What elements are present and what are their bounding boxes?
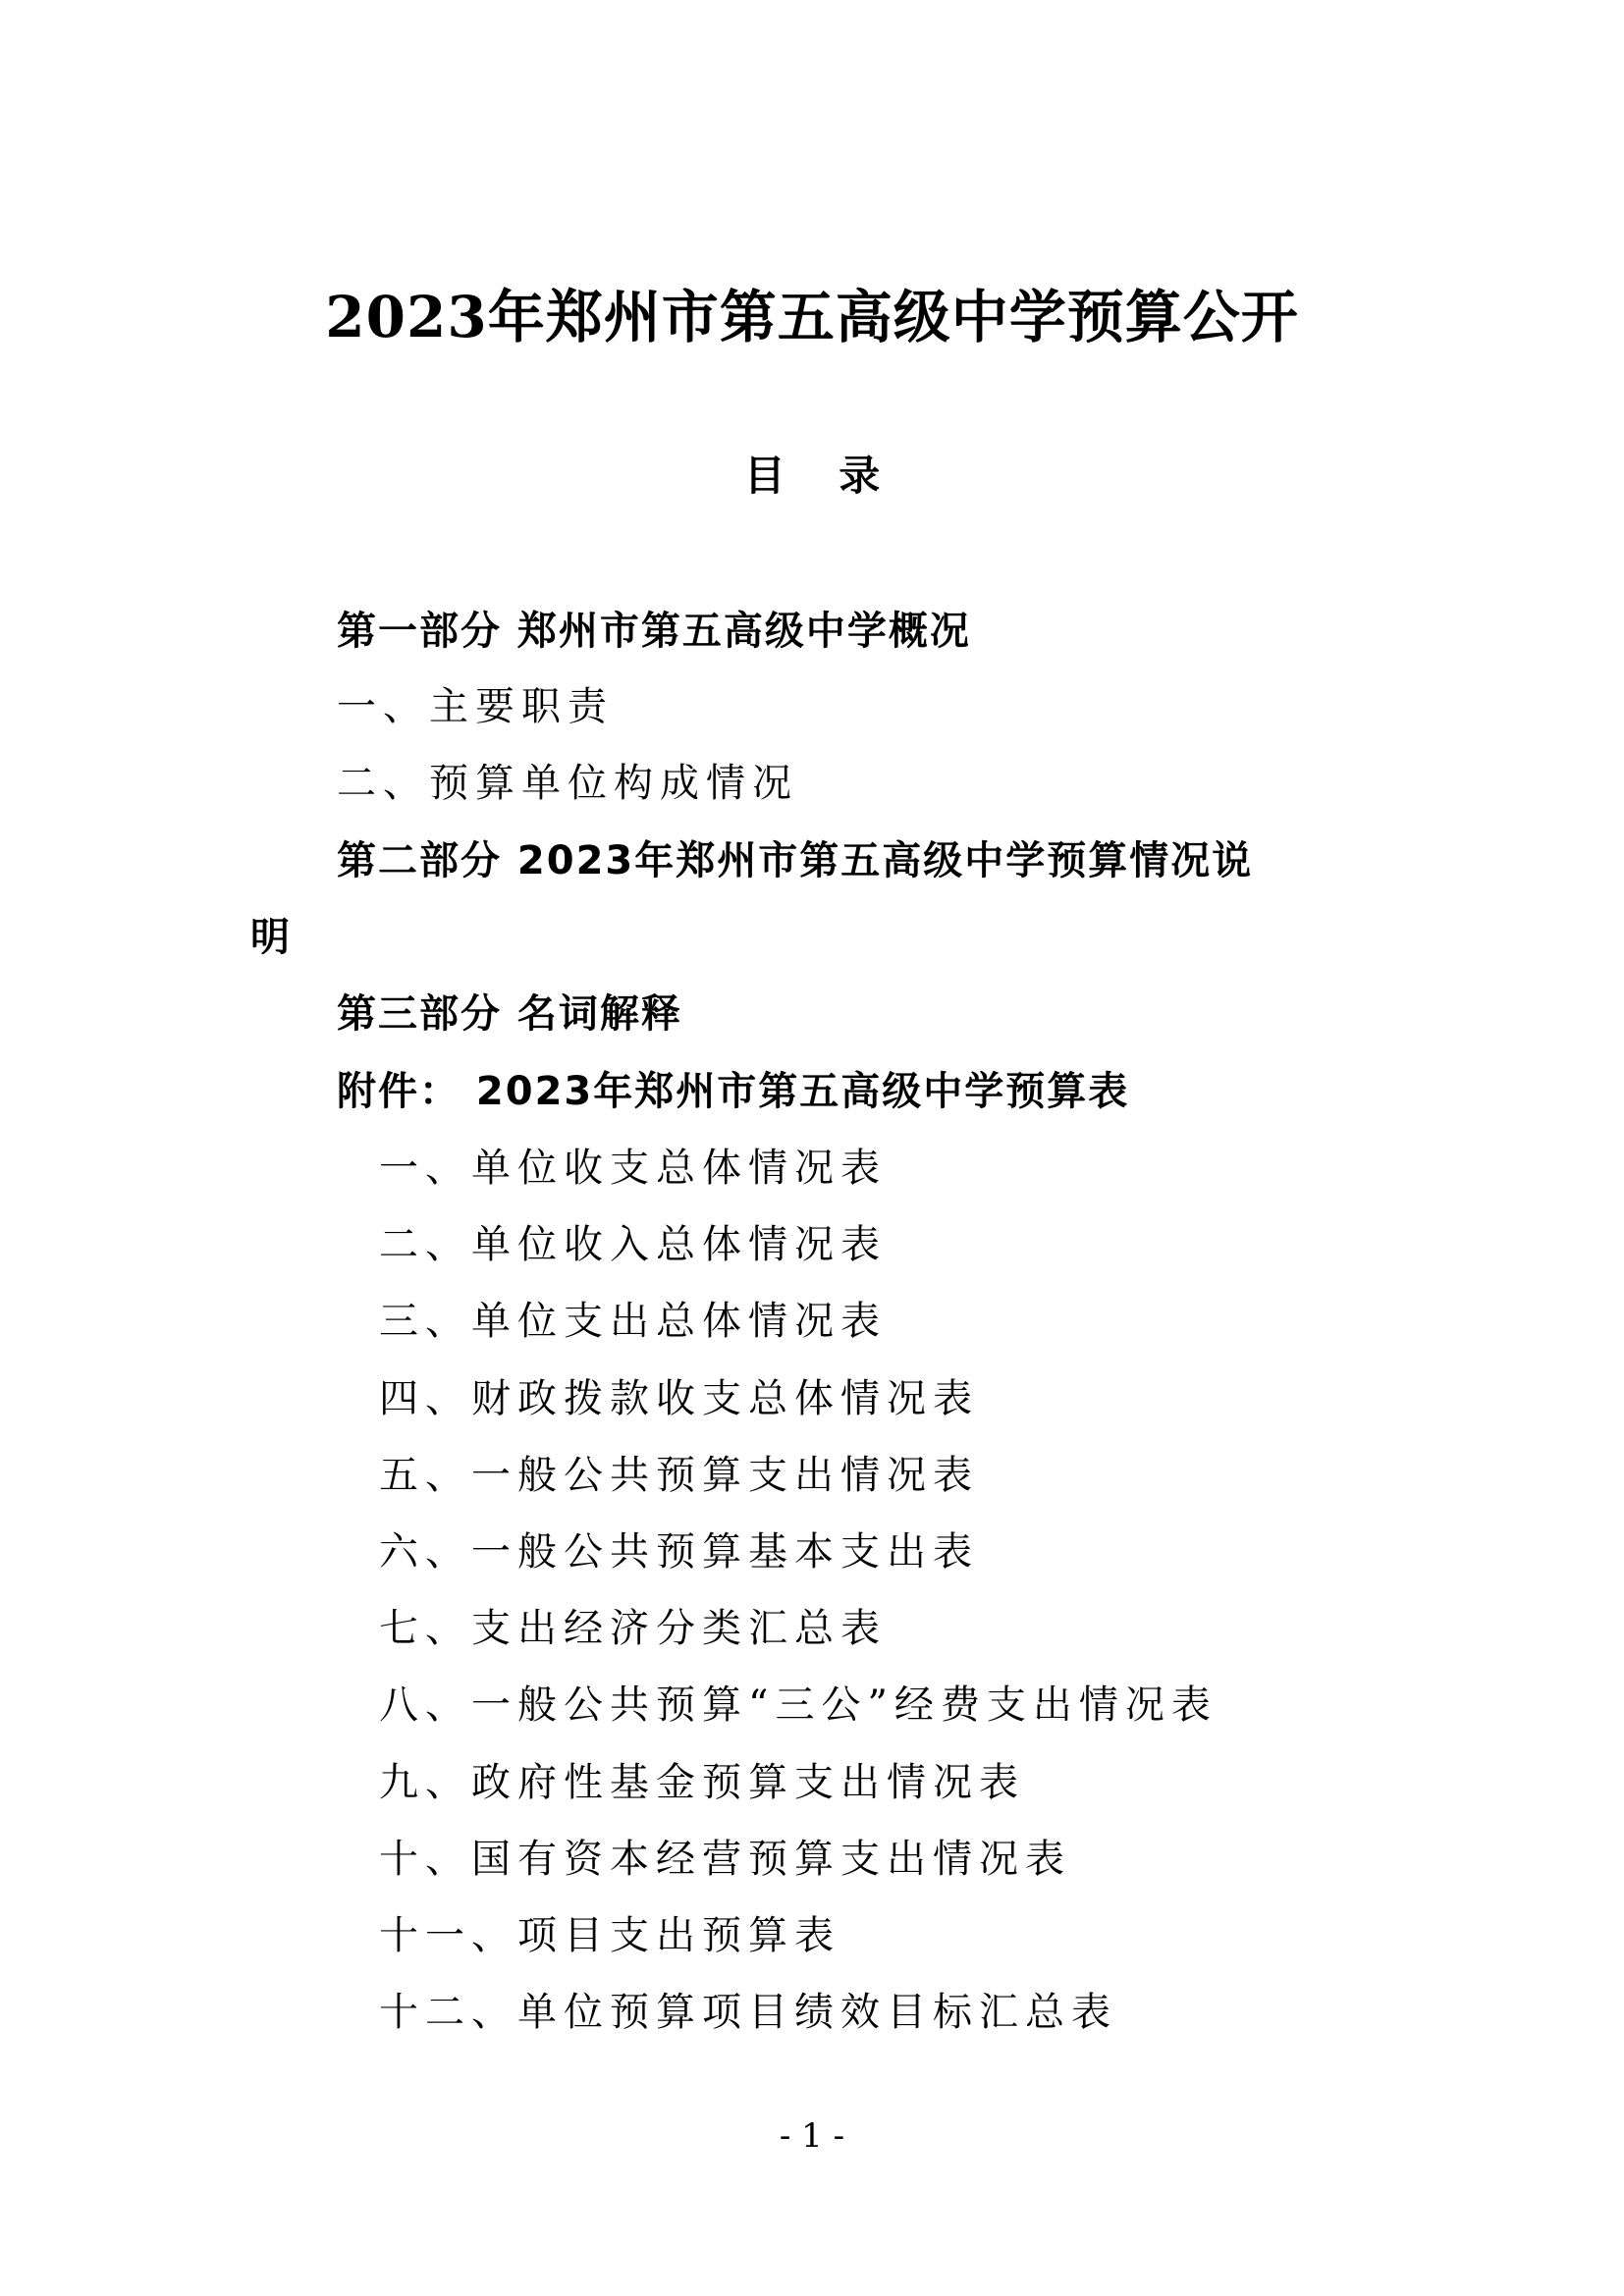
toc-table-2: 二、单位收入总体情况表 xyxy=(379,1222,887,1267)
toc-heading: 目 录 xyxy=(743,452,881,500)
toc-part-2-line-2: 明 xyxy=(250,915,292,960)
page-number: - 1 - xyxy=(779,2116,845,2156)
toc-table-4: 四、财政拨款收支总体情况表 xyxy=(379,1376,979,1421)
toc-table-7: 七、支出经济分类汇总表 xyxy=(379,1606,887,1651)
toc-table-3: 三、单位支出总体情况表 xyxy=(379,1299,887,1344)
toc-table-11: 十一、项目支出预算表 xyxy=(379,1913,840,1958)
toc-part-3: 第三部分 名词解释 xyxy=(337,991,682,1037)
toc-part-2-line-1: 第二部分 2023年郑州市第五高级中学预算情况说 xyxy=(337,838,1254,883)
toc-table-6: 六、一般公共预算基本支出表 xyxy=(379,1529,979,1575)
document-title: 2023年郑州市第五高级中学预算公开 xyxy=(325,284,1299,350)
toc-part-1: 第一部分 郑州市第五高级中学概况 xyxy=(337,609,971,654)
toc-attachment: 附件： 2023年郑州市第五高级中学预算表 xyxy=(337,1069,1130,1114)
toc-table-10: 十、国有资本经营预算支出情况表 xyxy=(379,1837,1071,1882)
toc-item-main-duties: 一、主要职责 xyxy=(337,684,614,729)
toc-table-8: 八、一般公共预算“三公”经费支出情况表 xyxy=(379,1682,1218,1728)
toc-table-5: 五、一般公共预算支出情况表 xyxy=(379,1453,979,1498)
toc-table-1: 一、单位收支总体情况表 xyxy=(379,1146,887,1191)
toc-item-budget-units: 二、预算单位构成情况 xyxy=(337,761,798,806)
toc-table-9: 九、政府性基金预算支出情况表 xyxy=(379,1760,1025,1805)
toc-table-12: 十二、单位预算项目绩效目标汇总表 xyxy=(379,1990,1117,2035)
